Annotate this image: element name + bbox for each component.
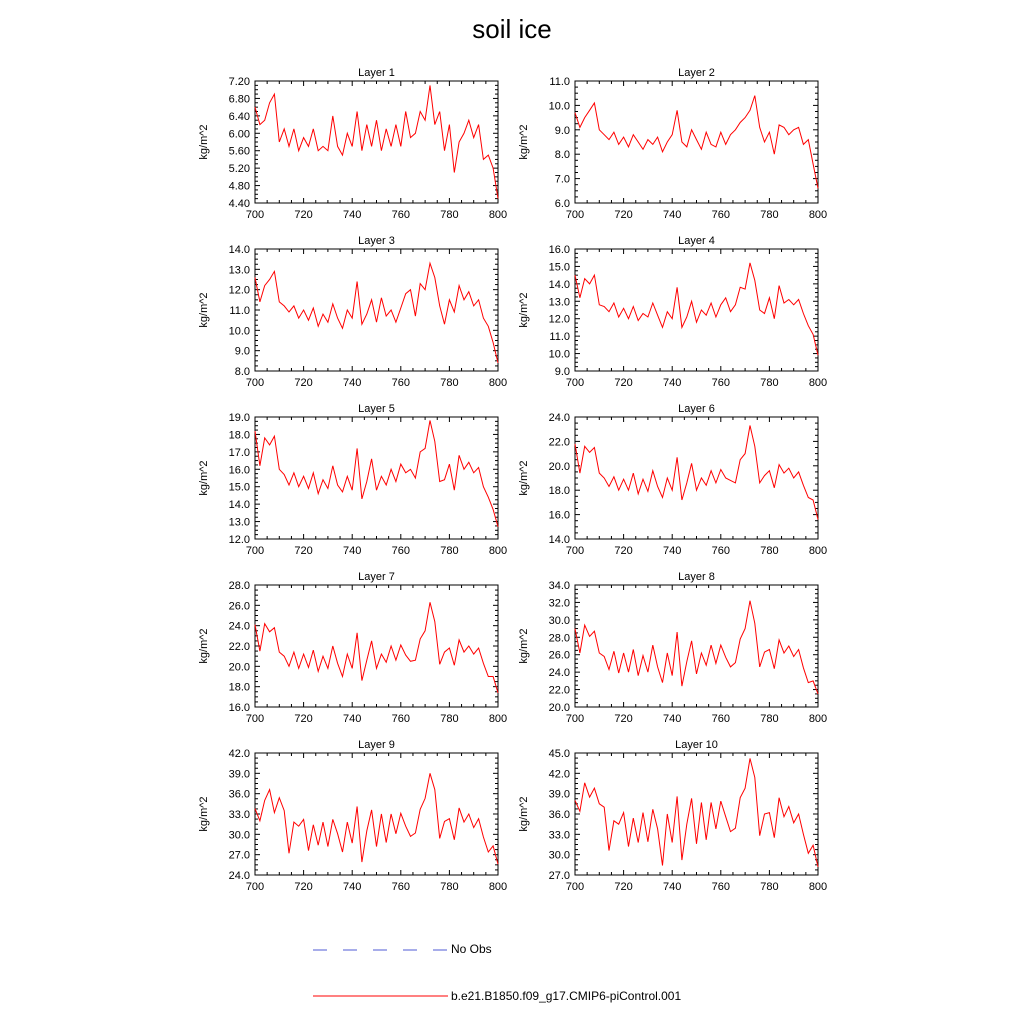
y-tick-label: 15.0 xyxy=(228,481,250,494)
x-tick-label: 760 xyxy=(711,377,730,389)
x-tick-label: 700 xyxy=(245,209,265,221)
x-tick-label: 700 xyxy=(245,713,265,725)
series-line xyxy=(255,773,498,864)
x-tick-label: 760 xyxy=(391,545,410,557)
panel-title: Layer 7 xyxy=(358,571,395,583)
x-tick-label: 720 xyxy=(294,545,313,557)
x-tick-label: 720 xyxy=(294,713,313,725)
y-axis-label: kg/m^2 xyxy=(198,292,210,328)
x-tick-label: 700 xyxy=(245,377,265,389)
panel-title: Layer 5 xyxy=(358,403,395,415)
y-tick-label: 20.0 xyxy=(228,661,250,674)
x-tick-label: 800 xyxy=(488,713,508,725)
y-tick-label: 7.0 xyxy=(554,173,570,186)
y-tick-label: 12.0 xyxy=(548,313,570,326)
y-tick-label: 26.0 xyxy=(228,600,250,613)
plot-frame xyxy=(575,753,818,875)
plot-frame xyxy=(575,417,818,539)
x-tick-label: 740 xyxy=(663,545,682,557)
y-tick-label: 27.0 xyxy=(548,870,570,882)
x-tick-label: 740 xyxy=(663,713,682,725)
x-tick-label: 780 xyxy=(760,881,779,893)
y-tick-label: 5.20 xyxy=(228,163,250,176)
y-tick-label: 17.0 xyxy=(228,446,250,459)
x-tick-label: 760 xyxy=(711,545,730,557)
x-tick-label: 760 xyxy=(391,377,410,389)
series-line xyxy=(575,758,818,867)
y-tick-label: 39.0 xyxy=(228,768,250,781)
y-tick-label: 33.0 xyxy=(548,829,570,842)
panel-layer-5 xyxy=(198,403,507,557)
y-tick-label: 13.0 xyxy=(228,516,250,529)
y-tick-label: 28.0 xyxy=(548,632,570,645)
panel-title: Layer 4 xyxy=(678,235,715,247)
y-axis-label: kg/m^2 xyxy=(198,460,210,496)
x-tick-label: 720 xyxy=(294,377,313,389)
y-tick-label: 14.0 xyxy=(548,278,570,291)
y-axis-label: kg/m^2 xyxy=(198,628,210,664)
x-tick-label: 800 xyxy=(488,545,508,557)
y-tick-label: 6.0 xyxy=(554,198,570,210)
y-tick-label: 30.0 xyxy=(548,614,570,627)
x-tick-label: 760 xyxy=(711,881,730,893)
y-tick-label: 19.0 xyxy=(228,412,250,424)
y-tick-label: 10.0 xyxy=(548,348,570,361)
x-tick-label: 720 xyxy=(614,713,633,725)
y-tick-label: 5.60 xyxy=(228,145,250,158)
legend-obs-label: No Obs xyxy=(451,942,492,956)
series-line xyxy=(575,96,818,189)
panel-layer-4 xyxy=(518,235,827,389)
x-tick-label: 780 xyxy=(760,545,779,557)
panel-title: Layer 3 xyxy=(358,235,395,247)
y-tick-label: 33.0 xyxy=(228,809,250,821)
x-tick-label: 760 xyxy=(391,881,410,893)
x-tick-label: 740 xyxy=(343,881,362,893)
panel-title: Layer 10 xyxy=(675,739,718,751)
legend-model-label: b.e21.B1850.f09_g17.CMIP6-piControl.001 xyxy=(451,989,682,1003)
x-tick-label: 700 xyxy=(245,881,265,893)
x-tick-label: 700 xyxy=(245,545,265,557)
plot-frame xyxy=(575,81,818,203)
x-tick-label: 700 xyxy=(565,713,585,725)
x-tick-label: 780 xyxy=(760,377,779,389)
panel-layer-3 xyxy=(198,235,507,389)
x-tick-label: 780 xyxy=(440,209,459,221)
series-line xyxy=(255,602,498,693)
x-tick-label: 800 xyxy=(808,545,828,557)
y-tick-label: 34.0 xyxy=(548,580,570,592)
y-tick-label: 24.0 xyxy=(548,667,570,680)
y-axis-label: kg/m^2 xyxy=(518,460,530,496)
y-tick-label: 27.0 xyxy=(228,849,250,862)
x-tick-label: 800 xyxy=(488,377,508,389)
panel-layer-9 xyxy=(198,739,507,893)
series-line xyxy=(575,263,818,355)
x-tick-label: 700 xyxy=(565,881,585,893)
y-tick-label: 11.0 xyxy=(549,331,570,344)
y-tick-label: 14.0 xyxy=(228,244,250,256)
x-tick-label: 780 xyxy=(440,713,459,725)
y-tick-label: 24.0 xyxy=(228,870,250,882)
y-tick-label: 18.0 xyxy=(228,681,250,694)
y-tick-label: 30.0 xyxy=(548,849,570,862)
panel-title: Layer 8 xyxy=(678,571,715,583)
y-tick-label: 8.0 xyxy=(554,149,570,162)
plot-frame xyxy=(575,249,818,371)
y-axis-label: kg/m^2 xyxy=(518,292,530,328)
y-tick-label: 20.0 xyxy=(548,702,570,714)
x-tick-label: 720 xyxy=(294,881,313,893)
page-title: soil ice xyxy=(472,14,552,44)
x-tick-label: 720 xyxy=(614,881,633,893)
y-tick-label: 14.0 xyxy=(548,534,570,546)
y-tick-label: 12.0 xyxy=(228,534,250,546)
y-tick-label: 22.0 xyxy=(548,436,570,449)
panel-title: Layer 2 xyxy=(678,67,715,79)
x-tick-label: 760 xyxy=(391,209,410,221)
x-tick-label: 720 xyxy=(294,209,313,221)
x-tick-label: 740 xyxy=(663,377,682,389)
y-tick-label: 12.0 xyxy=(228,284,250,297)
x-tick-label: 800 xyxy=(808,713,828,725)
y-tick-label: 6.80 xyxy=(228,93,250,106)
plot-frame xyxy=(255,81,498,203)
y-tick-label: 6.40 xyxy=(228,110,250,123)
y-tick-label: 45.0 xyxy=(548,748,570,760)
y-tick-label: 16.0 xyxy=(228,464,250,477)
x-tick-label: 740 xyxy=(343,377,362,389)
plot-frame xyxy=(255,249,498,371)
x-tick-label: 740 xyxy=(663,881,682,893)
y-tick-label: 24.0 xyxy=(228,620,250,633)
series-line xyxy=(255,263,498,363)
x-tick-label: 780 xyxy=(440,545,459,557)
y-tick-label: 9.0 xyxy=(234,345,250,358)
x-tick-label: 800 xyxy=(808,377,828,389)
y-tick-label: 9.0 xyxy=(554,366,570,378)
y-axis-label: kg/m^2 xyxy=(198,796,210,832)
y-tick-label: 24.0 xyxy=(548,412,570,424)
y-tick-label: 13.0 xyxy=(228,264,250,277)
panel-layer-10 xyxy=(518,739,827,893)
x-tick-label: 800 xyxy=(808,209,828,221)
panel-layer-7 xyxy=(198,571,507,725)
y-tick-label: 11.0 xyxy=(549,76,570,88)
y-tick-label: 32.0 xyxy=(548,597,570,610)
panel-title: Layer 6 xyxy=(678,403,715,415)
series-line xyxy=(255,85,498,198)
y-tick-label: 11.0 xyxy=(229,305,250,317)
y-tick-label: 16.0 xyxy=(228,702,250,714)
y-tick-label: 26.0 xyxy=(548,649,570,662)
y-tick-label: 39.0 xyxy=(548,788,570,801)
x-tick-label: 740 xyxy=(343,713,362,725)
y-tick-label: 16.0 xyxy=(548,244,570,256)
x-tick-label: 760 xyxy=(711,713,730,725)
y-tick-label: 13.0 xyxy=(548,296,570,309)
y-axis-label: kg/m^2 xyxy=(518,124,530,160)
y-tick-label: 36.0 xyxy=(548,809,570,821)
y-tick-label: 22.0 xyxy=(228,641,250,653)
y-tick-label: 4.80 xyxy=(228,180,250,193)
y-tick-label: 22.0 xyxy=(548,684,570,697)
panel-layer-6 xyxy=(518,403,827,557)
x-tick-label: 720 xyxy=(614,209,633,221)
x-tick-label: 740 xyxy=(343,209,362,221)
y-tick-label: 7.20 xyxy=(228,76,250,88)
x-tick-label: 760 xyxy=(711,209,730,221)
y-tick-label: 20.0 xyxy=(548,460,570,473)
x-tick-label: 720 xyxy=(614,377,633,389)
y-axis-label: kg/m^2 xyxy=(198,124,210,160)
y-tick-label: 4.40 xyxy=(228,198,250,210)
series-line xyxy=(255,421,498,527)
y-tick-label: 18.0 xyxy=(548,485,570,498)
x-tick-label: 740 xyxy=(343,545,362,557)
x-tick-label: 700 xyxy=(565,209,585,221)
x-tick-label: 780 xyxy=(760,713,779,725)
x-tick-label: 760 xyxy=(391,713,410,725)
x-tick-label: 700 xyxy=(565,545,585,557)
y-tick-label: 10.0 xyxy=(228,325,250,338)
y-axis-label: kg/m^2 xyxy=(518,796,530,832)
panel-layer-1 xyxy=(198,67,507,221)
y-tick-label: 42.0 xyxy=(228,748,250,760)
x-tick-label: 800 xyxy=(488,881,508,893)
panel-title: Layer 9 xyxy=(358,739,395,751)
panel-title: Layer 1 xyxy=(358,67,395,79)
y-tick-label: 10.0 xyxy=(548,100,570,113)
y-tick-label: 9.0 xyxy=(554,124,570,137)
y-tick-label: 42.0 xyxy=(548,768,570,781)
y-axis-label: kg/m^2 xyxy=(518,628,530,664)
y-tick-label: 36.0 xyxy=(228,788,250,801)
panel-layer-8 xyxy=(518,571,827,725)
y-tick-label: 14.0 xyxy=(228,499,250,512)
y-tick-label: 18.0 xyxy=(228,429,250,442)
x-tick-label: 700 xyxy=(565,377,585,389)
y-tick-label: 16.0 xyxy=(548,509,570,522)
x-tick-label: 720 xyxy=(614,545,633,557)
x-tick-label: 780 xyxy=(440,881,459,893)
x-tick-label: 800 xyxy=(488,209,508,221)
series-line xyxy=(575,426,818,520)
x-tick-label: 800 xyxy=(808,881,828,893)
x-tick-label: 740 xyxy=(663,209,682,221)
series-line xyxy=(575,601,818,694)
y-tick-label: 8.0 xyxy=(234,366,250,378)
panel-layer-2 xyxy=(518,67,827,221)
y-tick-label: 28.0 xyxy=(228,580,250,592)
y-tick-label: 15.0 xyxy=(548,261,570,274)
y-tick-label: 30.0 xyxy=(228,829,250,842)
x-tick-label: 780 xyxy=(760,209,779,221)
x-tick-label: 780 xyxy=(440,377,459,389)
y-tick-label: 6.00 xyxy=(228,128,250,141)
